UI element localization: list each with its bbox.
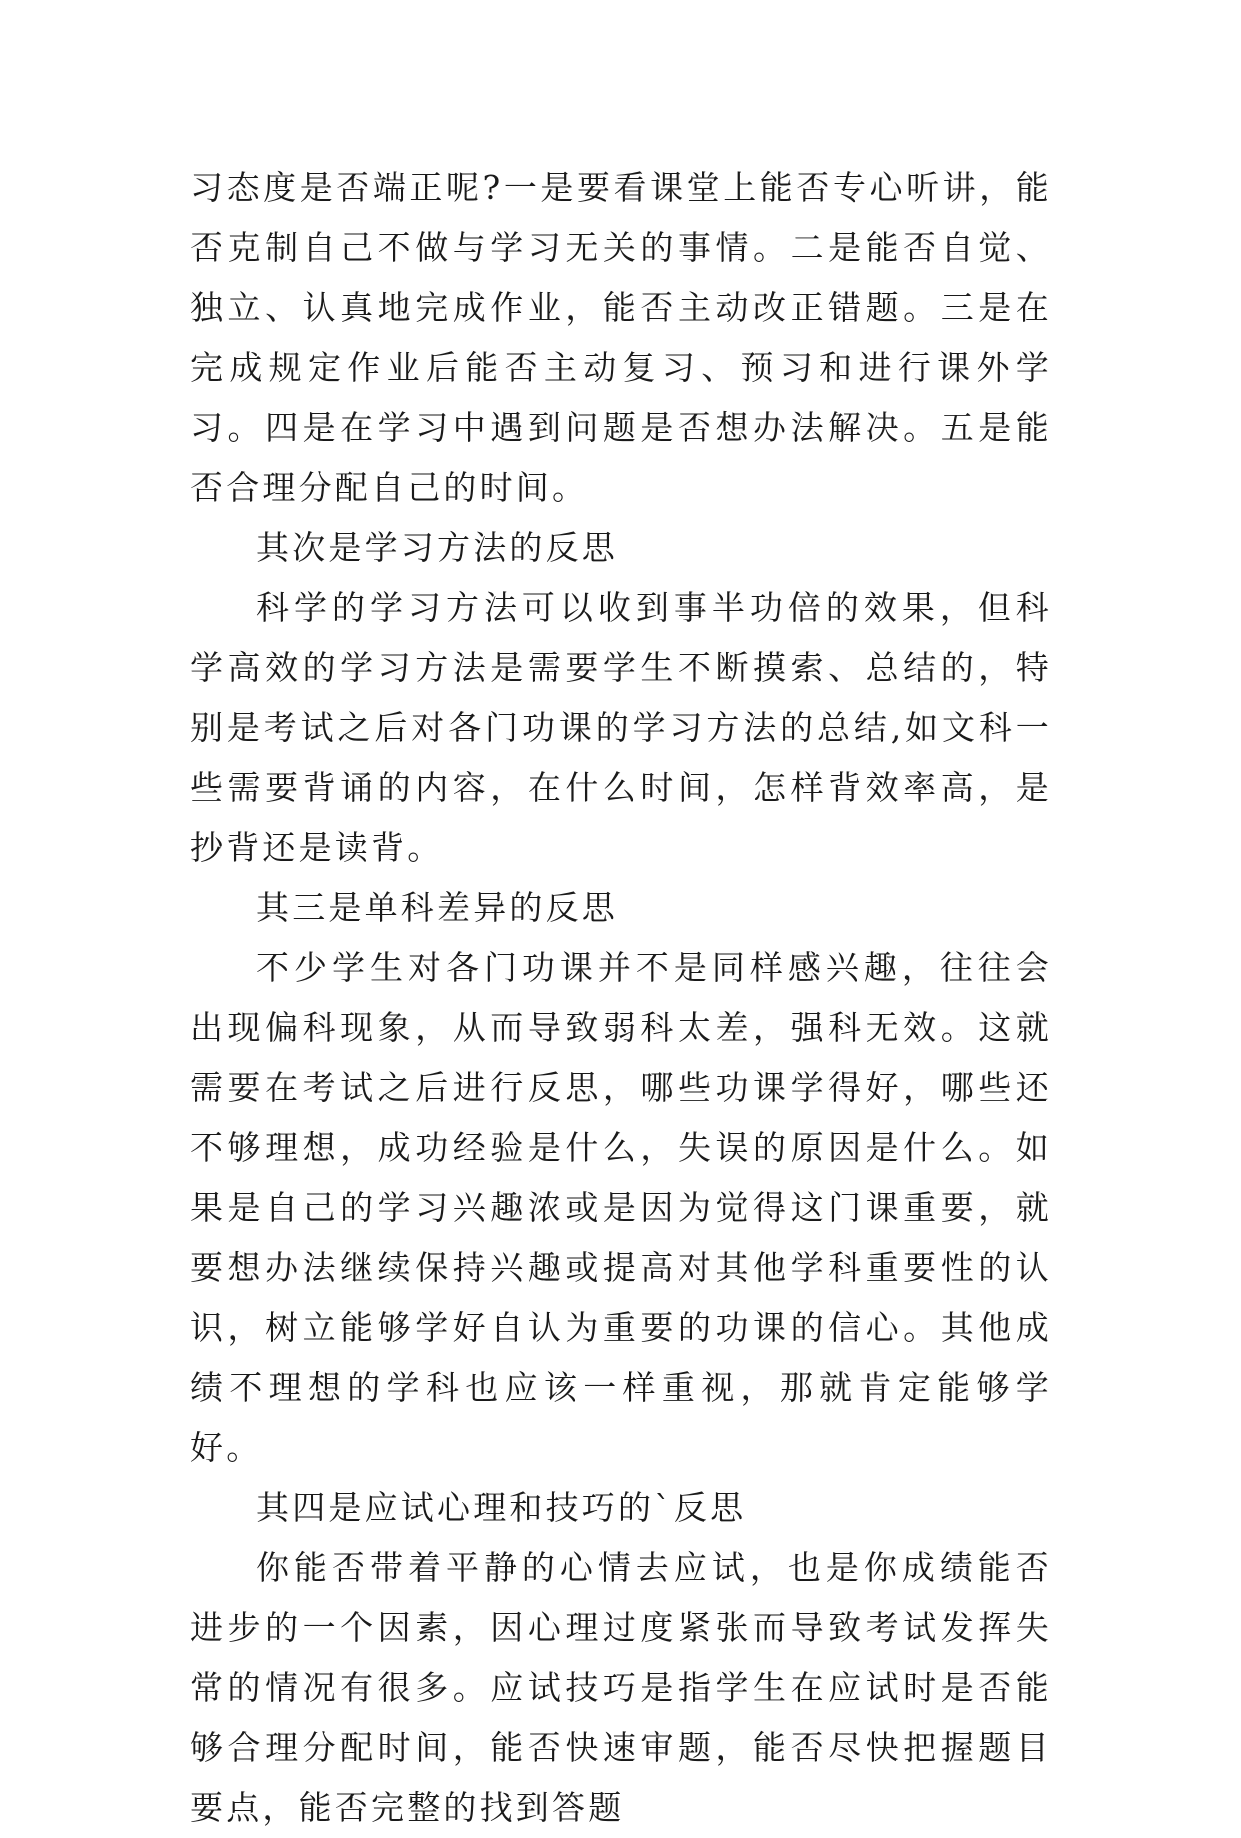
heading-exam-psychology: 其四是应试心理和技巧的`反思: [256, 1488, 747, 1527]
paragraph-study-method: 科学的学习方法可以收到事半功倍的效果，但科学高效的学习方法是需要学生不断摸索、总结的，特别是考试之后对各门功课的学习方法的总结,如文科一些需要背诵的内容，在什么时间，怎样背效率高，是抄背还是读背。: [190, 588, 1052, 867]
paragraph-exam-psychology: 你能否带着平静的心情去应试，也是你成绩能否进步的一个因素，因心理过度紧张而导致考试发挥失常的情况有很多。应试技巧是指学生在应试时是否能够合理分配时间，能否快速审题，能否尽快把握题目要点，能否完整的找到答题: [190, 1548, 1052, 1827]
heading-study-method: 其次是学习方法的反思: [256, 528, 618, 567]
document-body: [190, 158, 1052, 1838]
paragraph-study-attitude: 习态度是否端正呢?一是要看课堂上能否专心听讲，能否克制自己不做与学习无关的事情。二是能否自觉、独立、认真地完成作业，能否主动改正错题。三是在完成规定作业后能否主动复习、预习和进行课外学习。四是在学习中遇到问题是否想办法解决。五是能否合理分配自己的时间。: [190, 168, 1052, 507]
paragraph-subject-difference: 不少学生对各门功课并不是同样感兴趣，往往会出现偏科现象，从而导致弱科太差，强科无效。这就需要在考试之后进行反思，哪些功课学得好，哪些还不够理想，成功经验是什么，失误的原因是什么。如果是自己的学习兴趣浓或是因为觉得这门课重要，就要想办法继续保持兴趣或提高对其他学科重要性的认识，树立能够学好自认为重要的功课的信心。其他成绩不理想的学科也应该一样重视，那就肯定能够学好。: [190, 948, 1052, 1467]
heading-subject-difference: 其三是单科差异的反思: [256, 888, 618, 927]
